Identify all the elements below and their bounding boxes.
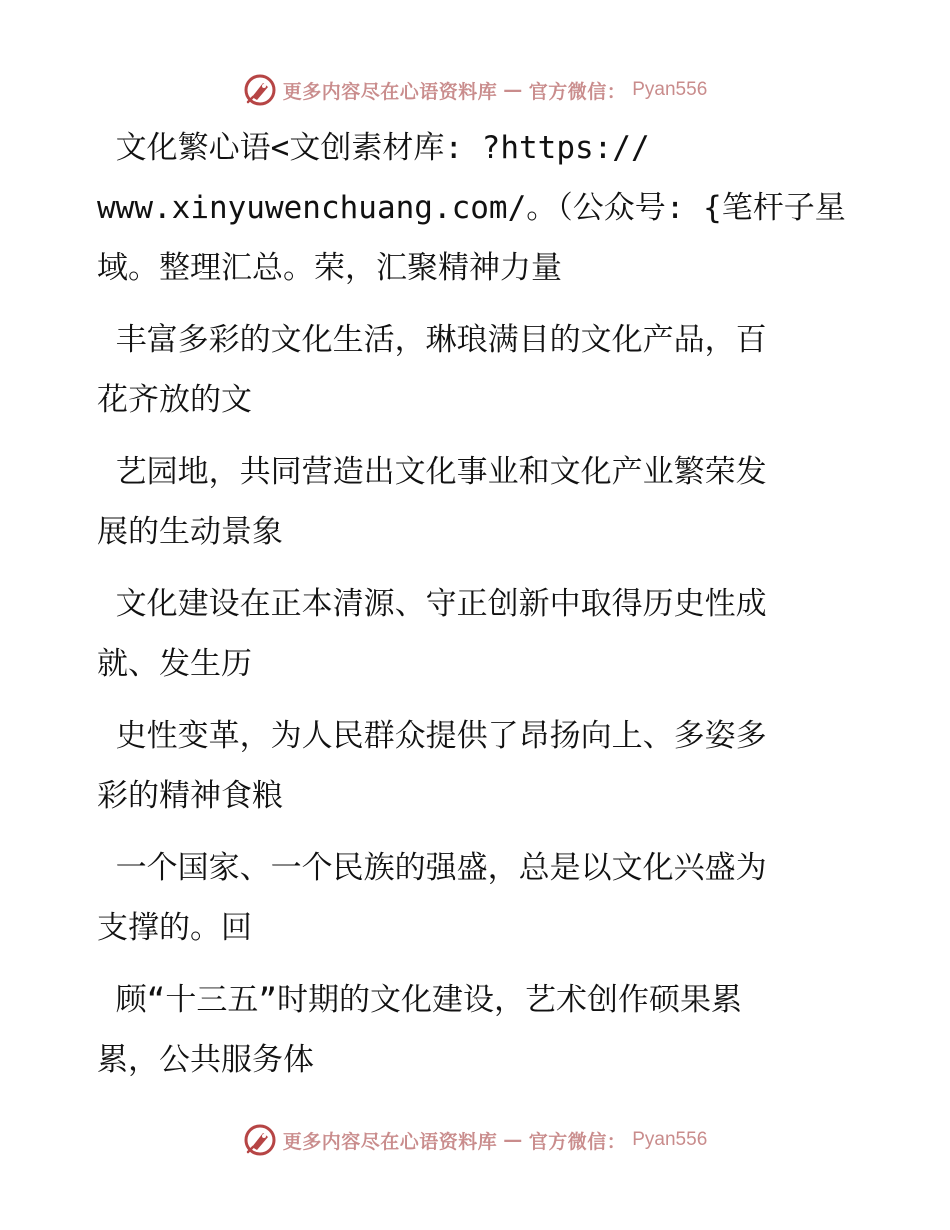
pen-nib-logo-icon bbox=[243, 1123, 277, 1157]
document-body bbox=[97, 118, 857, 1102]
paragraph-3: 艺园地，共同营造出文化事业和文化产业繁荣发 展的生动景象 bbox=[97, 454, 767, 550]
footer-wechat-id: Pyan556 bbox=[632, 1129, 708, 1150]
paragraph-7: 顾“十三五”时期的文化建设，艺术创作硕果累 累，公共服务体 bbox=[97, 982, 742, 1078]
footer-wechat-label: 官方微信： bbox=[528, 1130, 627, 1153]
paragraph-2: 丰富多彩的文化生活，琳琅满目的文化产品，百 花齐放的文 bbox=[97, 322, 767, 418]
paragraph-4: 文化建设在正本清源、守正创新中取得历史性成 就、发生历 bbox=[97, 586, 767, 682]
header-wechat-id: Pyan556 bbox=[632, 79, 708, 100]
paragraph-5: 史性变革，为人民群众提供了昂扬向上、多姿多 彩的精神食粮 bbox=[97, 718, 767, 814]
footer-banner-text: 更多内容尽在心语资料库 bbox=[282, 1130, 498, 1153]
pen-nib-logo-icon bbox=[243, 73, 277, 107]
footer-banner-separator: — bbox=[503, 1129, 523, 1151]
paragraph-6: 一个国家、一个民族的强盛，总是以文化兴盛为 支撑的。回 bbox=[97, 850, 767, 946]
header-banner-separator: — bbox=[503, 79, 523, 101]
header-wechat-label: 官方微信： bbox=[528, 80, 627, 103]
header-banner-text: 更多内容尽在心语资料库 bbox=[282, 80, 498, 103]
paragraph-1: 文化繁心语<文创素材库: ?https:// www.xinyuwenchuang.com/。（公众号: {笔杆子星 域。整理汇总。荣，汇聚精神力量 bbox=[97, 130, 846, 286]
header-watermark-banner bbox=[0, 70, 950, 110]
footer-watermark-banner bbox=[0, 1120, 950, 1160]
